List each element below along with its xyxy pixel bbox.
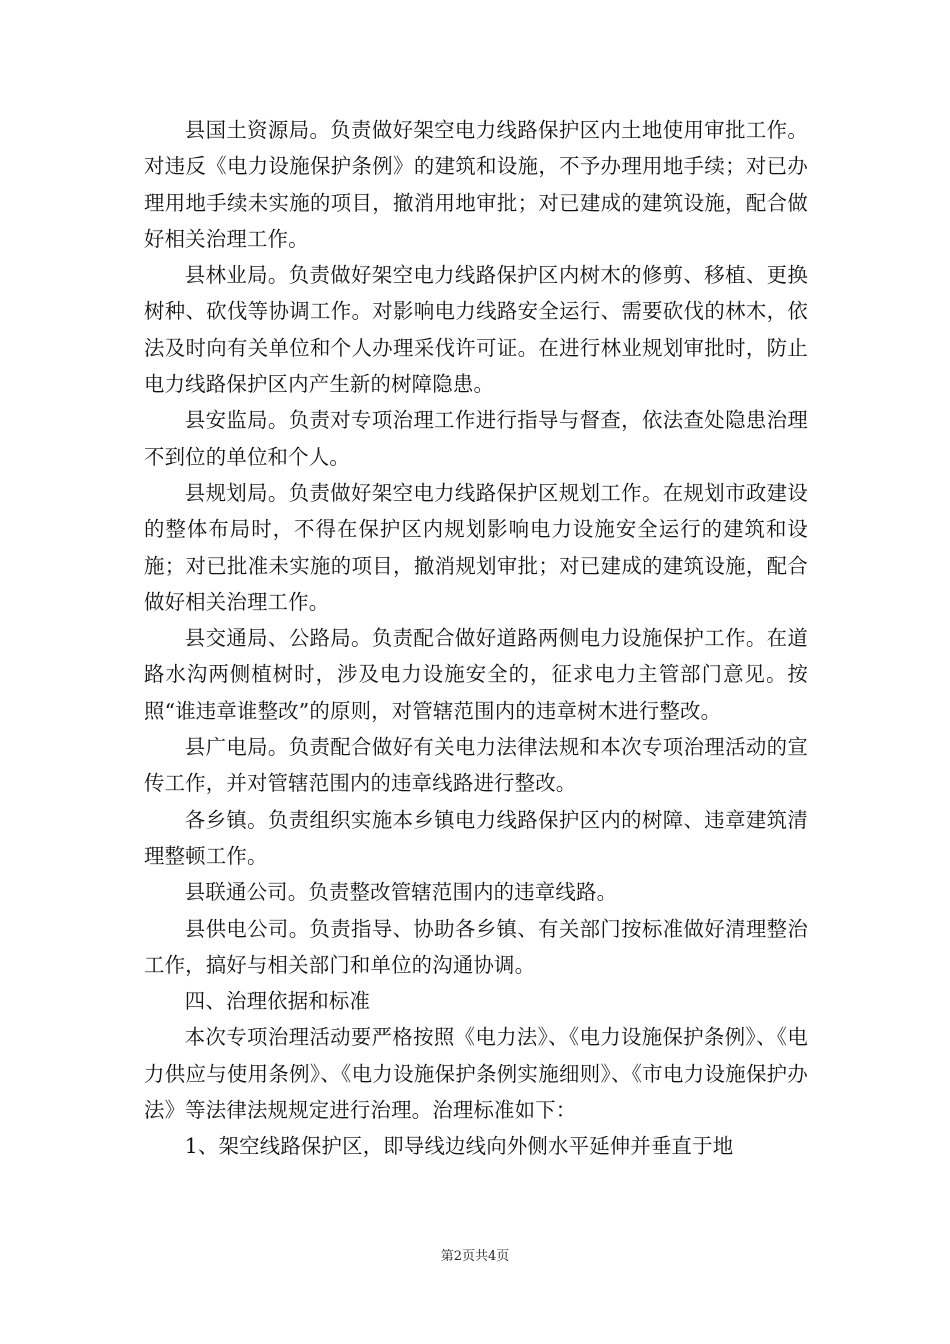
paragraph-legal-basis: 本次专项治理活动要严格按照《电力法》、《电力设施保护条例》、《电力供应与使用条例》、《电力设施保护条例实施细则》、《市电力设施保护办法》等法律法规规定进行治理。治理标准如下： <box>144 1025 808 1123</box>
section-heading-basis-standards: 四、治理依据和标准 <box>184 989 371 1014</box>
document-body <box>144 112 808 1165</box>
page-number: 第2页共4页 <box>440 1249 510 1264</box>
paragraph-standard-1: 1、架空线路保护区，即导线边线向外侧水平延伸并垂直于地 <box>184 1134 734 1159</box>
paragraph-land-bureau: 县国土资源局。负责做好架空电力线路保护区内土地使用审批工作。对违反《电力设施保护条例》的建筑和设施，不予办理用地手续；对已办理用地手续未实施的项目，撤消用地审批；对已建成的建筑设施，配合做好相关治理工作。 <box>144 118 808 251</box>
paragraph-unicom: 县联通公司。负责整改管辖范围内的违章线路。 <box>184 880 618 905</box>
paragraph-townships: 各乡镇。负责组织实施本乡镇电力线路保护区内的树障、违章建筑清理整顿工作。 <box>144 807 808 868</box>
paragraph-safety-bureau: 县安监局。负责对专项治理工作进行指导与督查，依法查处隐患治理不到位的单位和个人。 <box>144 408 808 469</box>
paragraph-forestry-bureau: 县林业局。负责做好架空电力线路保护区内树木的修剪、移植、更换树种、砍伐等协调工作。对影响电力线路安全运行、需要砍伐的林木，依法及时向有关单位和个人办理采伐许可证。在进行林业规划审批时，防止电力线路保护区内产生新的树障隐患。 <box>144 263 808 397</box>
paragraph-transport-bureau: 县交通局、公路局。负责配合做好道路两侧电力设施保护工作。在道路水沟两侧植树时，涉及电力设施安全的，征求电力主管部门意见。按照“谁违章谁整改”的原则，对管辖范围内的违章树木进行整改。 <box>144 626 808 723</box>
paragraph-broadcast-bureau: 县广电局。负责配合做好有关电力法律法规和本次专项治理活动的宣传工作，并对管辖范围内的违章线路进行整改。 <box>144 735 808 796</box>
paragraph-planning-bureau: 县规划局。负责做好架空电力线路保护区规划工作。在规划市政建设的整体布局时，不得在保护区内规划影响电力设施安全运行的建筑和设施；对已批准未实施的项目，撤消规划审批；对已建成的建筑设施，配合做好相关治理工作。 <box>144 480 808 614</box>
paragraph-power-supply: 县供电公司。负责指导、协助各乡镇、有关部门按标准做好清理整治工作，搞好与相关部门和单位的沟通协调。 <box>144 916 808 977</box>
